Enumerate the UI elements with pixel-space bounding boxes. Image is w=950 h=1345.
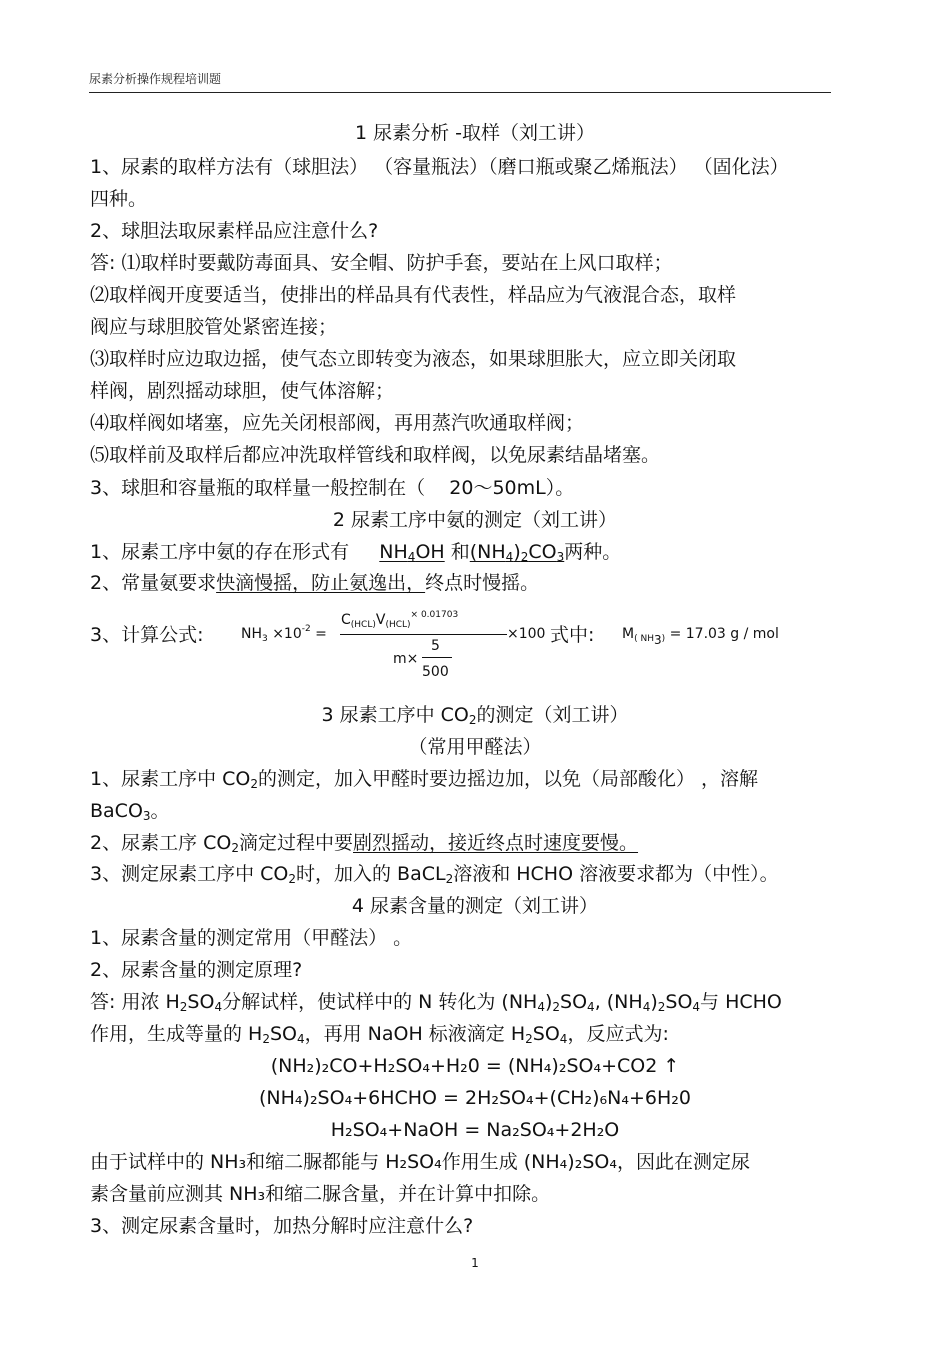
- s4-answer-line2: 作用，生成等量的 $H_2SO_4$，再用 NaOH 标液滴定 $H_2SO_4$，反应式为:: [90, 1023, 669, 1046]
- formula-inner-fraction-bar: [422, 657, 452, 658]
- formula-where: 式中:: [550, 624, 595, 646]
- s3-q3: 3、测定尿素工序中 $CO_2$时，加入的 BaCL$_2$溶液和 HCHO 溶液要求都为（中性）。: [90, 863, 779, 886]
- running-header: 尿素分析操作规程培训题: [89, 72, 222, 86]
- s1-q1-line1: 1、尿素的取样方法有（球胆法） （容量瓶法）（磨口瓶或聚乙烯瓶法） （固化法）: [90, 156, 789, 178]
- s1-answer-2b: 阀应与球胆胶管处紧密连接；: [90, 316, 338, 338]
- s2-q2: 2、常量氨要求快滴慢摇，防止氨逸出，终点时慢摇。: [90, 572, 540, 594]
- page-number: 1: [471, 1256, 479, 1270]
- reaction-equation-1: (NH₂)₂CO+H₂SO₄+H₂0 = (NH₄)₂SO₄+CO2 ↑: [270, 1055, 680, 1077]
- s3-q2: 2、尿素工序 $CO_2$滴定过程中要剧烈摇动，接近终点时速度要慢。: [90, 832, 639, 855]
- form-nh4-2co3: $(NH_4)_2CO_3$: [469, 541, 565, 564]
- formula-denominator-m: m×: [393, 651, 419, 667]
- section-3-subtitle: （常用甲醛法）: [408, 736, 542, 758]
- form-nh4oh: $NH_4OH$: [379, 541, 445, 564]
- s1-q2: 2、球胆法取尿素样品应注意什么?: [90, 220, 379, 242]
- s1-answer-3a: ⑶取样时应边取边摇，使气态立即转变为液态，如果球胆胀大，应立即关闭取: [90, 348, 737, 370]
- header-rule: [89, 92, 831, 93]
- s1-answer-3b: 样阀，剧烈摇动球胆，使气体溶解；: [90, 380, 395, 402]
- formula-fraction-bar: [340, 634, 507, 635]
- reaction-equation-2: (NH₄)₂SO₄+6HCHO = 2H₂SO₄+(CH₂)₆N₄+6H₂0: [259, 1087, 691, 1109]
- section-4-title: 4 尿素含量的测定（刘工讲）: [351, 895, 599, 917]
- s1-q3: 3、球胆和容量瓶的取样量一般控制在（ 20～50mL）。: [90, 477, 575, 499]
- s3-q1-line2: BaCO$_3$。: [90, 800, 170, 823]
- s2-q1: 1、尿素工序中氨的存在形式有 $NH_4OH$ 和$(NH_4)_2CO_3$两种。: [90, 541, 622, 564]
- s2-q3-label: 3、计算公式:: [90, 624, 204, 646]
- sample-volume: 20～50mL: [449, 477, 546, 499]
- formula-denominator-500: 500: [422, 664, 449, 680]
- s4-paragraph-line1: 由于试样中的 NH₃和缩二脲都能与 H₂SO₄作用生成 (NH₄)₂SO₄，因此在测定尿: [90, 1151, 750, 1173]
- s1-answer-5: ⑸取样前及取样后都应冲洗取样管线和取样阀，以免尿素结晶堵塞。: [90, 444, 661, 466]
- s1-answer-2a: ⑵取样阀开度要适当，使排出的样品具有代表性，样品应为气液混合态，取样: [90, 284, 737, 306]
- s4-q1: 1、尿素含量的测定常用（甲醛法） 。: [90, 927, 413, 949]
- s4-q3: 3、测定尿素含量时，加热分解时应注意什么?: [90, 1215, 474, 1237]
- s4-answer-line1: 答: 用浓 $H_2SO_4$分解试样，使试样中的 N 转化为 $(NH_4)_2SO_4$, $(NH_4)_2SO_4$与 HCHO: [90, 991, 782, 1014]
- s3-q1-line1: 1、尿素工序中 $CO_2$的测定，加入甲醛时要边摇边加，以免（局部酸化） ，溶解: [90, 768, 759, 791]
- s4-paragraph-line2: 素含量前应测其 NH₃和缩二脲含量，并在计算中扣除。: [90, 1183, 551, 1205]
- formula-lhs: $NH_3 \times 10^{-2}$ =: [241, 624, 327, 644]
- formula-x100: ×100: [507, 626, 546, 642]
- s1-answer-1: 答: ⑴取样时要戴防毒面具、安全帽、防护手套，要站在上风口取样；: [90, 252, 673, 274]
- section-1-title: 1 尿素分析 -取样（刘工讲）: [354, 122, 596, 144]
- reaction-equation-3: H₂SO₄+NaOH = Na₂SO₄+2H₂O: [330, 1119, 620, 1141]
- formula-molar-mass: $M_{( NH_3)} = 17.03$ g / mol: [622, 626, 779, 647]
- s1-q1-line2: 四种。: [90, 188, 148, 210]
- formula-numerator: $C_{(HCL)}V_{(HCL)}^{\times 0.01703}$: [341, 610, 459, 630]
- section-3-title: 3 尿素工序中 $CO_2$的测定（刘工讲）: [321, 704, 629, 727]
- s4-q2: 2、尿素含量的测定原理?: [90, 959, 303, 981]
- s1-answer-4: ⑷取样阀如堵塞，应先关闭根部阀，再用蒸汽吹通取样阀；: [90, 412, 585, 434]
- formula-denominator-5: 5: [431, 638, 440, 654]
- section-2-title: 2 尿素工序中氨的测定（刘工讲）: [332, 509, 618, 531]
